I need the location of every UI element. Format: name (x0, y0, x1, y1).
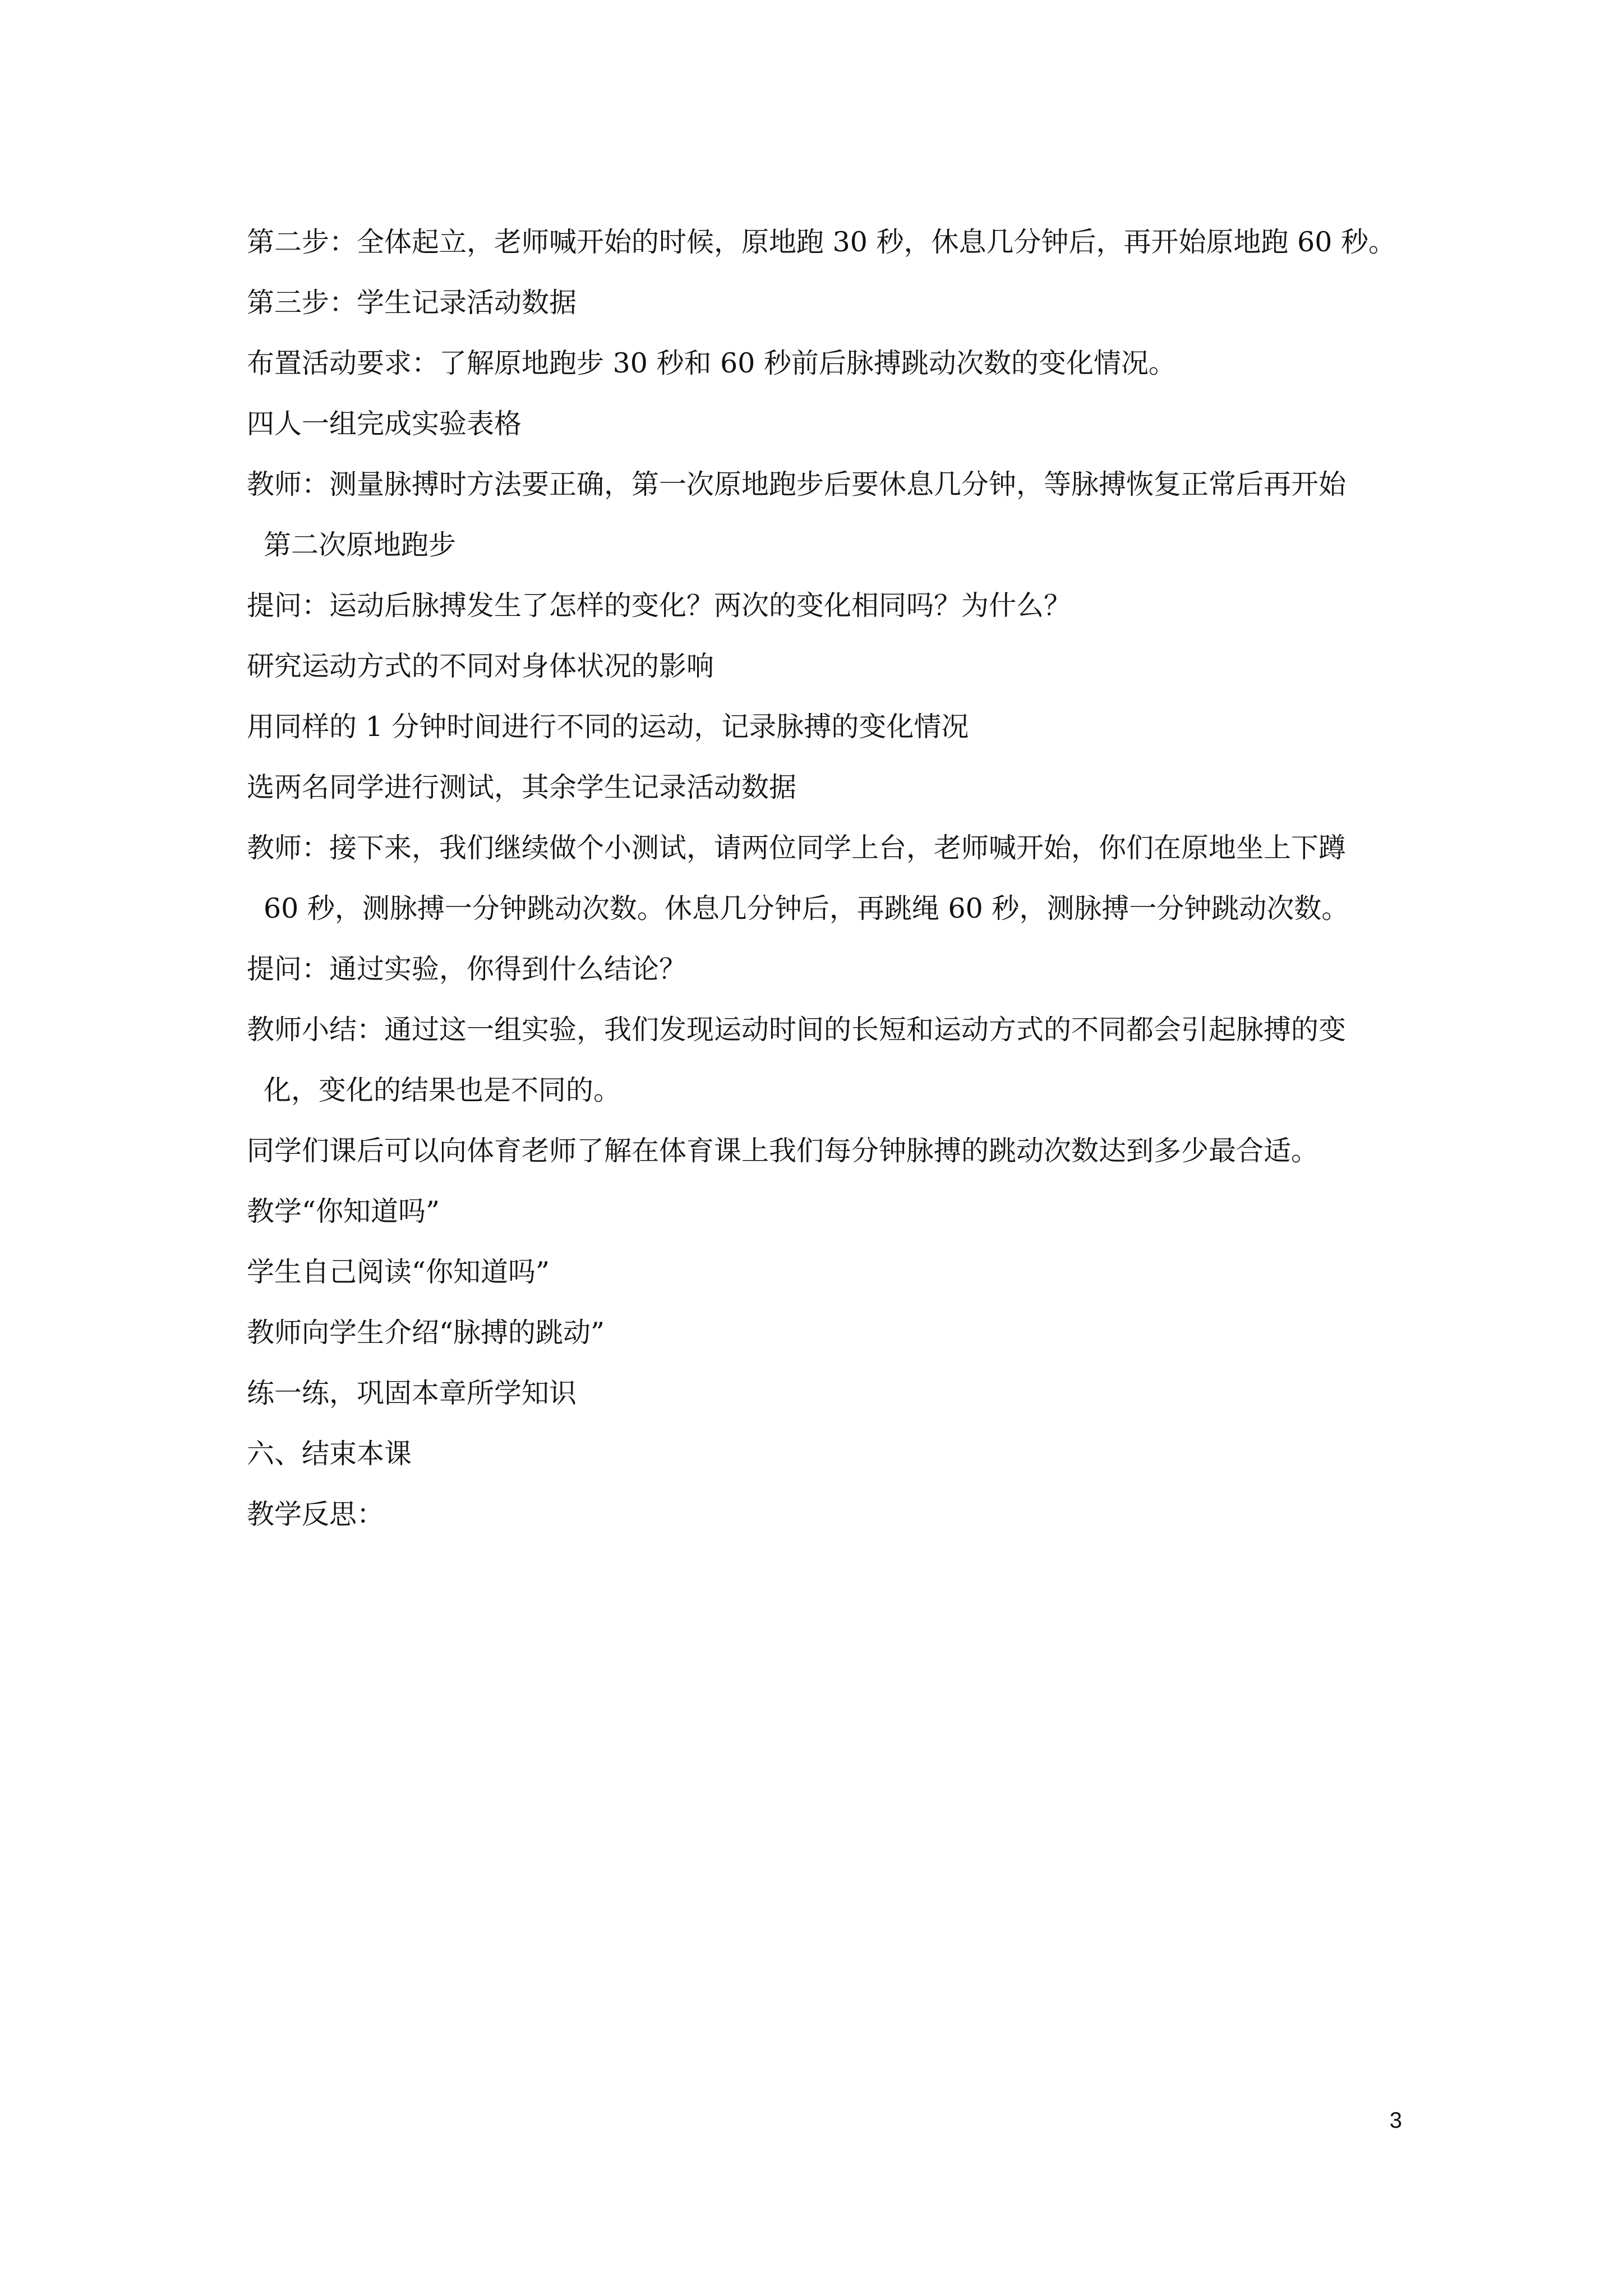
text-line-continuation: 60 秒，测脉搏一分钟跳动次数。休息几分钟后，再跳绳 60 秒，测脉搏一分钟跳动次数。 (264, 892, 1349, 924)
text-line: 第三步：学生记录活动数据 (247, 287, 577, 319)
text-line: 教师小结：通过这一组实验，我们发现运动时间的长短和运动方式的不同都会引起脉搏的变 (247, 1014, 1347, 1046)
text-line: 教师向学生介绍“脉搏的跳动” (247, 1317, 605, 1349)
text-line: 四人一组完成实验表格 (247, 408, 522, 440)
text-line: 第二步：全体起立，老师喊开始的时候，原地跑 30 秒，休息几分钟后，再开始原地跑 60 秒。 (247, 226, 1396, 258)
text-line: 教师：测量脉搏时方法要正确，第一次原地跑步后要休息几分钟，等脉搏恢复正常后再开始 (247, 468, 1347, 500)
text-line: 学生自己阅读“你知道吗” (247, 1256, 550, 1288)
text-line: 教学反思： (247, 1498, 385, 1530)
text-line: 用同样的 1 分钟时间进行不同的运动，记录脉搏的变化情况 (247, 711, 969, 743)
text-line-continuation: 化，变化的结果也是不同的。 (264, 1074, 621, 1106)
text-line: 练一练，巩固本章所学知识 (247, 1377, 577, 1409)
text-line: 提问：运动后脉搏发生了怎样的变化？两次的变化相同吗？为什么？ (247, 590, 1072, 622)
text-line: 提问：通过实验，你得到什么结论？ (247, 953, 687, 985)
text-line-continuation: 第二次原地跑步 (264, 529, 457, 561)
text-line: 教师：接下来，我们继续做个小测试，请两位同学上台，老师喊开始，你们在原地坐上下蹲 (247, 832, 1347, 864)
text-line: 研究运动方式的不同对身体状况的影响 (247, 650, 714, 682)
page-number: 3 (1389, 2108, 1402, 2133)
text-line: 布置活动要求：了解原地跑步 30 秒和 60 秒前后脉搏跳动次数的变化情况。 (247, 347, 1177, 379)
section-heading: 六、结束本课 (247, 1438, 412, 1470)
document-body (247, 212, 1402, 1545)
text-line: 教学“你知道吗” (247, 1195, 440, 1227)
text-line: 选两名同学进行测试，其余学生记录活动数据 (247, 771, 797, 803)
text-line: 同学们课后可以向体育老师了解在体育课上我们每分钟脉搏的跳动次数达到多少最合适。 (247, 1135, 1319, 1167)
